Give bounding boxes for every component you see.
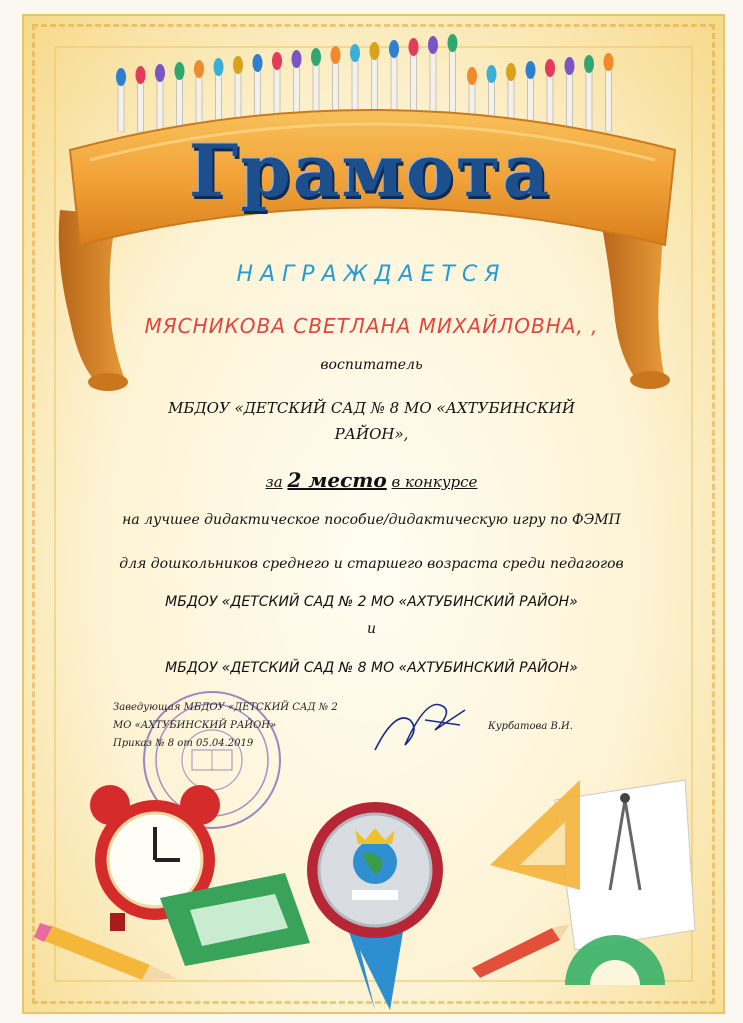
order-number: Приказ № 8 от 05.04.2019 (113, 738, 254, 749)
pencil-icon (30, 905, 180, 985)
signature-block (113, 699, 338, 753)
org-line-2: РАЙОН», (334, 425, 409, 443)
recipient-name: МЯСНИКОВА СВЕТЛАНА МИХАЙЛОВНА, , (144, 314, 599, 338)
signer-title-2: МО «АХТУБИНСКИЙ РАЙОН» (113, 720, 277, 731)
place-prefix: за (265, 473, 283, 491)
place-value: 2 место (287, 468, 387, 492)
org-line-1: МБДОУ «ДЕТСКИЙ САД № 8 МО «АХТУБИНСКИЙ (168, 399, 575, 417)
globe-medal-icon (300, 800, 450, 1015)
conjunction: и (366, 621, 377, 637)
organizer-a: МБДОУ «ДЕТСКИЙ САД № 2 МО «АХТУБИНСКИЙ РАЙОН» (165, 594, 578, 610)
contest-line-1: на лучшее дидактическое пособие/дидактическую игру по ФЭМП (122, 512, 621, 528)
recipient-position: воспитатель (320, 357, 423, 373)
certificate-title: Грамота (188, 128, 552, 213)
protractor-icon (560, 905, 670, 990)
contest-line-2: для дошкольников среднего и старшего возраста среди педагогов (119, 556, 624, 572)
recipient-organization (0, 395, 743, 447)
place-suffix: в конкурсе (391, 473, 478, 491)
signer-title-1: Заведующая МБДОУ «ДЕТСКИЙ САД № 2 (113, 702, 338, 713)
awarded-heading: НАГРАЖДАЕТСЯ (236, 262, 507, 287)
place-line (0, 468, 743, 492)
signer-name: Курбатова В.И. (488, 721, 573, 732)
organizer-b: МБДОУ «ДЕТСКИЙ САД № 8 МО «АХТУБИНСКИЙ РАЙОН» (165, 660, 578, 676)
signature-icon (365, 690, 475, 760)
compass-icon (462, 918, 572, 978)
